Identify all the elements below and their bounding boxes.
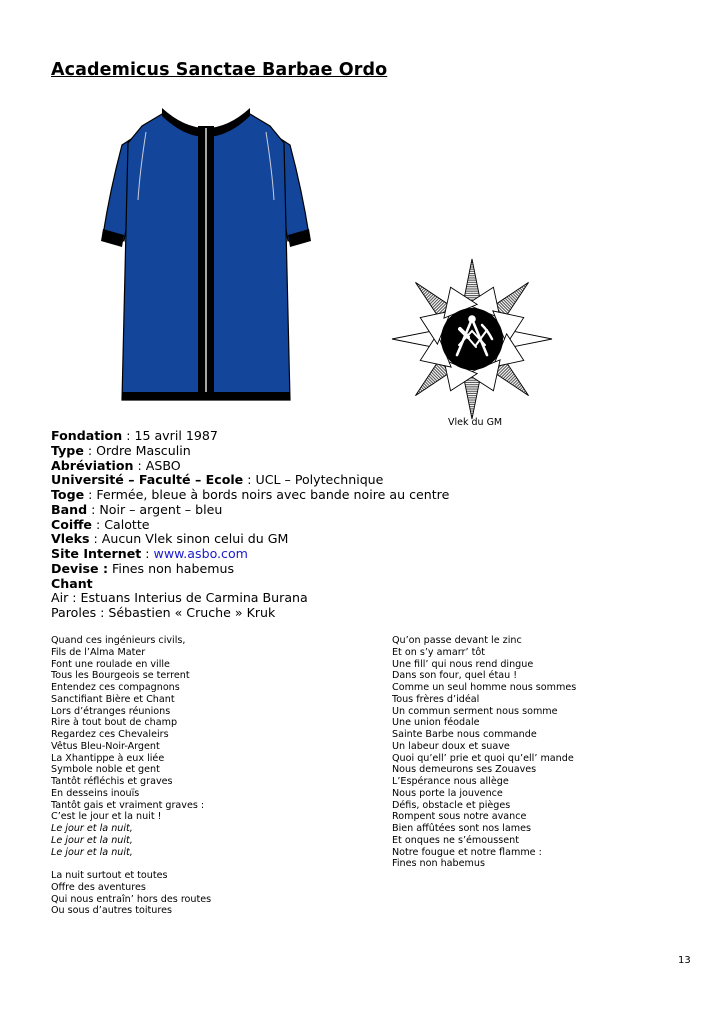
- info-band: Band : Noir – argent – bleu: [51, 501, 223, 517]
- lyric-line: Sainte Barbe nous commande: [392, 729, 537, 740]
- lyric-line: Fils de l’Alma Mater: [51, 646, 146, 658]
- robe-hem: [122, 392, 290, 400]
- lyric-line: Lors d’étranges réunions: [51, 705, 171, 717]
- vlek-caption: Vlek du GM: [448, 417, 503, 428]
- song-air: Air : Estuans Interius de Carmina Burana: [51, 590, 308, 606]
- info-abreviation: Abréviation : ASBO: [51, 457, 181, 473]
- lyric-line: Vêtus Bleu-Noir-Argent: [51, 740, 160, 752]
- info-type: Type : Ordre Masculin: [51, 442, 191, 458]
- lyric-line: Tantôt réfléchis et graves: [51, 776, 173, 787]
- lyric-line-refrain: Le jour et la nuit,: [51, 846, 133, 858]
- lyric-line: Une fill’ qui nous rend dingue: [392, 658, 534, 670]
- lyric-line: L’Espérance nous allège: [392, 776, 509, 787]
- info-block: [51, 429, 449, 621]
- lyric-line: Qu’on passe devant le zinc: [392, 635, 522, 646]
- lyric-line: En desseins inouïs: [51, 787, 140, 799]
- lyric-line: Un labeur doux et suave: [392, 740, 510, 752]
- vlek-star-emblem: [388, 258, 556, 420]
- lyric-line: Nous porte la jouvence: [392, 787, 503, 799]
- lyric-line: Tous les Bourgeois se terrent: [51, 670, 190, 682]
- lyric-line: C’est le jour et la nuit !: [51, 811, 162, 823]
- lyric-line-refrain: Le jour et la nuit,: [51, 823, 133, 834]
- lyric-line: Bien affûtées sont nos lames: [392, 823, 532, 834]
- info-chant: Chant: [51, 575, 93, 591]
- lyric-line: La Xhantippe à eux liée: [51, 752, 165, 764]
- lyric-line-refrain: Le jour et la nuit,: [51, 834, 133, 846]
- page-title: Academicus Sanctae Barbae Ordo: [51, 60, 388, 80]
- lyric-line: Quoi qu’ell’ prie et quoi qu’ell’ mande: [392, 752, 574, 764]
- lyric-line: Défis, obstacle et pièges: [392, 799, 511, 811]
- lyric-line: Symbole noble et gent: [51, 764, 160, 776]
- lyric-line: Fines non habemus: [392, 858, 485, 870]
- lyric-line: Dans son four, quel étau !: [392, 670, 518, 682]
- info-coiffe: Coiffe : Calotte: [51, 516, 150, 532]
- info-universite: Université – Faculté – Ecole : UCL – Polytechnique: [51, 472, 384, 488]
- lyric-line: Comme un seul homme nous sommes: [392, 682, 577, 693]
- robe-label: [185, 418, 222, 420]
- lyric-line: Une union féodale: [392, 717, 480, 729]
- lyric-line: Offre des aventures: [51, 881, 146, 893]
- lyric-line: Sanctifiant Bière et Chant: [51, 693, 175, 705]
- info-devise: Devise : Fines non habemus: [51, 560, 235, 576]
- page-number: 13: [678, 955, 691, 966]
- lyric-line: Notre fougue et notre flamme :: [392, 846, 542, 858]
- lyrics-column-1: [51, 635, 211, 917]
- website-link[interactable]: www.asbo.com: [153, 546, 248, 561]
- lyric-line: Quand ces ingénieurs civils,: [51, 635, 186, 646]
- toge-illustration: [100, 100, 312, 420]
- lyric-line: Et onques ne s’émoussent: [392, 834, 519, 846]
- info-toge: Toge : Fermée, bleue à bords noirs avec bande noire au centre: [51, 487, 450, 502]
- info-fondation: Fondation : 15 avril 1987: [51, 428, 218, 443]
- lyrics-column-2: [392, 635, 576, 870]
- lyric-line: Un commun serment nous somme: [392, 705, 558, 717]
- lyric-line: Regardez ces Chevaleirs: [51, 729, 169, 740]
- lyric-line: Entendez ces compagnons: [51, 682, 180, 693]
- lyric-line: Rompent sous notre avance: [392, 811, 527, 823]
- lyric-line: Font une roulade en ville: [51, 658, 170, 670]
- lyric-line: Nous demeurons ses Zouaves: [392, 764, 537, 776]
- lyric-line: Qui nous entraîn’ hors des routes: [51, 893, 212, 905]
- lyric-line: Ou sous d’autres toitures: [51, 905, 172, 917]
- lyric-line: La nuit surtout et toutes: [51, 870, 168, 881]
- info-site-internet: Site Internet : www.asbo.com: [51, 546, 248, 561]
- lyric-line: Tantôt gais et vraiment graves :: [51, 799, 205, 811]
- song-paroles: Paroles : Sébastien « Cruche » Kruk: [51, 605, 276, 620]
- info-vleks: Vleks : Aucun Vlek sinon celui du GM: [51, 531, 289, 547]
- stanza-gap: [51, 858, 211, 870]
- lyric-line: Et on s’y amarr’ tôt: [392, 646, 485, 658]
- lyric-line: Rire à tout bout de champ: [51, 717, 178, 729]
- lyric-line: Tous frères d’idéal: [392, 693, 480, 705]
